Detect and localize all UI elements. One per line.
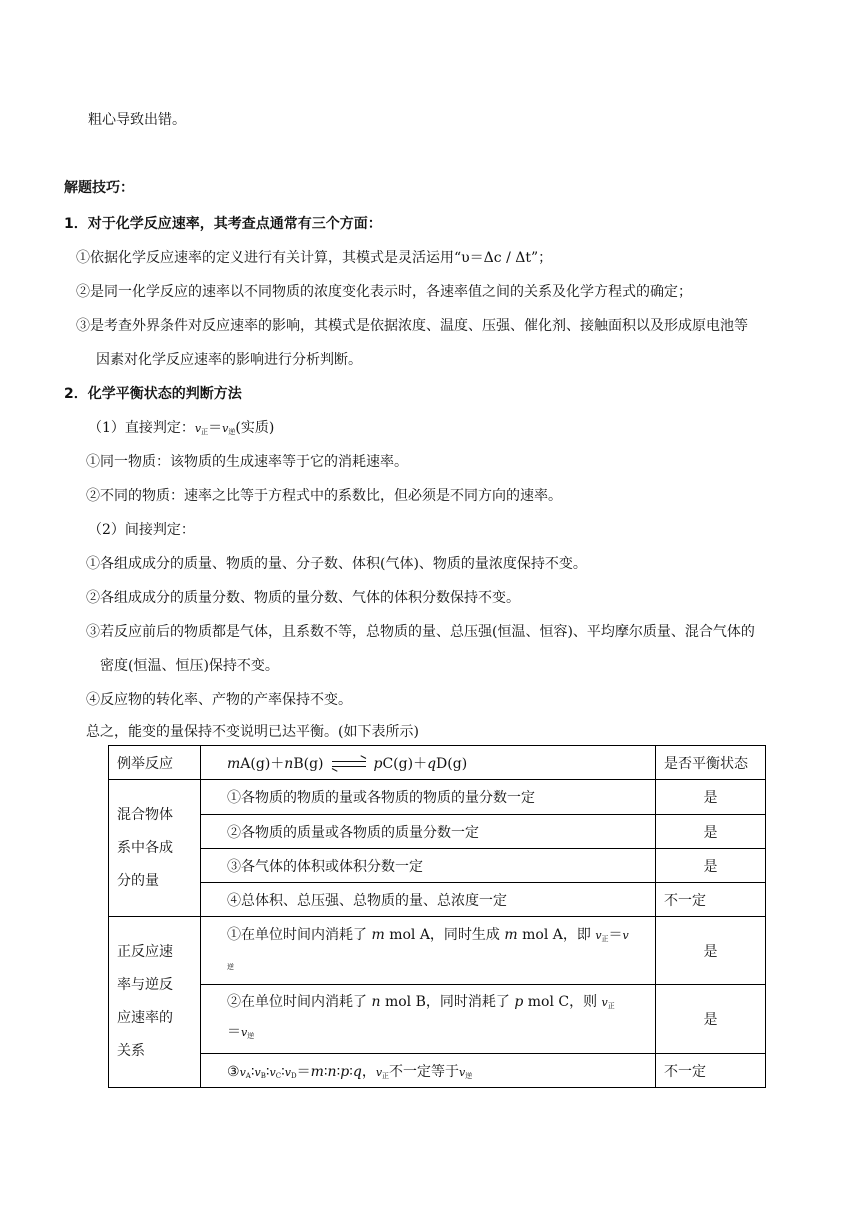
- row-3-condition: ③各气体的体积或体积分数一定: [201, 849, 656, 883]
- row-6-result: 是: [656, 985, 766, 1054]
- s2-title: 2．化学平衡状态的判断方法: [64, 386, 242, 402]
- sub-D: D: [290, 1071, 297, 1080]
- header-status: 是否平衡状态: [656, 746, 766, 780]
- species-A: A(g)＋: [240, 755, 285, 772]
- s2-direct-1: ①同一物质：该物质的生成速率等于它的消耗速率。: [86, 454, 408, 470]
- direct-label: （1）直接判定：: [88, 420, 195, 436]
- colon: ∶: [281, 1063, 285, 1080]
- intro-tail: 粗心导致出错。: [88, 112, 186, 128]
- zheng-sub: 正: [601, 934, 609, 943]
- zheng-sub: 正: [201, 428, 209, 436]
- row-3-result: 是: [656, 849, 766, 883]
- direct-tail: (实质): [235, 420, 275, 436]
- s2-indirect-label: （2）间接判定：: [88, 522, 195, 538]
- s2-indirect-4: ④反应物的转化率、产物的产率保持不变。: [86, 692, 352, 708]
- category-line: 系中各成: [117, 839, 173, 856]
- table-row: [109, 985, 766, 1054]
- v-symbol: v: [622, 928, 629, 942]
- v-symbol: v: [601, 996, 608, 1009]
- s1-item-2: ②是同一化学反应的速率以不同物质的浓度变化表示时，各速率值之间的关系及化学方程式的确定；: [76, 284, 692, 300]
- colon: ∶: [250, 1063, 255, 1080]
- text: 不一定等于: [389, 1063, 460, 1080]
- category-line: 应速率的: [117, 1010, 173, 1026]
- row-4-condition: ④总体积、总压强、总物质的量、总浓度一定: [201, 883, 656, 917]
- colon: ∶: [265, 1063, 270, 1080]
- colon: ∶: [349, 1063, 353, 1080]
- category-line: 分的量: [117, 872, 159, 889]
- circle-3: ③: [227, 1063, 240, 1080]
- table-row: [109, 780, 766, 815]
- category-rate: [109, 917, 201, 1088]
- coef-q: q: [427, 755, 437, 772]
- sub-B: B: [260, 1071, 266, 1080]
- coef-m: m: [227, 755, 241, 772]
- category-line: 率与逆反: [117, 977, 173, 993]
- text: ①在单位时间内消耗了: [227, 926, 367, 943]
- row-5-condition: [201, 917, 656, 985]
- s1-title: 1．对于化学反应速率，其考查点通常有三个方面：: [64, 216, 382, 232]
- comma: ，: [361, 1063, 376, 1080]
- row-5-result: 是: [656, 917, 766, 985]
- s2-indirect-3b: 密度(恒温、恒压)保持不变。: [100, 658, 279, 674]
- coef-n: n: [371, 994, 381, 1010]
- zheng-sub: 正: [382, 1071, 390, 1080]
- colon: ∶: [323, 1063, 328, 1080]
- s2-summary: 总之，能变的量保持不变说明已达平衡。(如下表所示): [86, 724, 419, 740]
- species-D: D(g): [436, 755, 468, 772]
- row-2-result: 是: [656, 815, 766, 849]
- table-row: [109, 815, 766, 849]
- s2-direct-2: ②不同的物质：速率之比等于方程式中的系数比，但必须是不同方向的速率。: [86, 488, 562, 504]
- table-row: [109, 917, 766, 985]
- ni-sub: 逆: [247, 1032, 255, 1040]
- coef-m: m: [310, 1063, 324, 1080]
- ni-sub: 逆: [228, 428, 236, 436]
- v-symbol: v: [254, 1065, 261, 1079]
- text: mol A，即: [522, 926, 591, 943]
- s1-item-1: ①依据化学反应速率的定义进行有关计算，其模式是灵活运用“υ＝Δc / Δt”；: [76, 250, 553, 266]
- table-header-row: [109, 746, 766, 780]
- species-C: C(g)＋: [382, 755, 428, 772]
- coef-p: p: [373, 755, 383, 772]
- row-7-condition: [201, 1054, 656, 1088]
- section-heading: 解题技巧：: [64, 180, 134, 196]
- category-line: 正反应速: [117, 944, 173, 960]
- v-symbol: v: [595, 928, 602, 942]
- sub-A: A: [245, 1071, 251, 1080]
- v-symbol: v: [239, 1065, 246, 1079]
- row-6-condition: [201, 985, 656, 1054]
- coef-p: p: [340, 1063, 350, 1080]
- coef-n: n: [284, 755, 294, 772]
- s2-indirect-2: ②各组成成分的质量分数、物质的量分数、气体的体积分数保持不变。: [86, 590, 520, 606]
- text: mol A，同时生成: [389, 926, 500, 943]
- v-symbol: v: [269, 1065, 276, 1079]
- text: ②在单位时间内消耗了: [227, 994, 367, 1010]
- row-4-result: 不一定: [656, 883, 766, 917]
- table-row: [109, 883, 766, 917]
- v-symbol: v: [459, 1065, 466, 1079]
- s1-item-3a: ③是考查外界条件对反应速率的影响，其模式是依据浓度、温度、压强、催化剂、接触面积以及形成原电池等: [76, 318, 748, 334]
- table-row: [109, 1054, 766, 1088]
- text: mol C，则: [527, 994, 598, 1010]
- row-2-condition: ②各物质的质量或各物质的质量分数一定: [201, 815, 656, 849]
- ni-sub: 逆: [465, 1071, 473, 1080]
- row-7-result: 不一定: [656, 1054, 766, 1088]
- coef-m: m: [371, 926, 385, 943]
- header-equation: [201, 746, 656, 780]
- coef-q: q: [352, 1063, 362, 1080]
- v-symbol: v: [284, 1065, 291, 1079]
- colon: ∶: [336, 1063, 341, 1080]
- s1-item-3b: 因素对化学反应速率的影响进行分析判断。: [96, 352, 362, 368]
- eq-sign: ＝: [208, 420, 223, 436]
- s2-indirect-1: ①各组成成分的质量、物质的量、分子数、体积(气体)、物质的量浓度保持不变。: [86, 556, 587, 572]
- zheng-sub: 正: [607, 1002, 615, 1010]
- row-1-condition: ①各物质的物质的量或各物质的物质的量分数一定: [201, 780, 656, 815]
- eq-sign: ＝: [608, 926, 623, 943]
- coef-p: p: [514, 994, 524, 1010]
- category-line: 混合物体: [117, 806, 173, 823]
- category-line: 关系: [117, 1043, 145, 1059]
- v-symbol: v: [375, 1065, 383, 1079]
- table-row: [109, 849, 766, 883]
- eq-sign: ＝: [296, 1063, 311, 1080]
- s2-indirect-3a: ③若反应前后的物质都是气体，且系数不等，总物质的量、总压强(恒温、恒容)、平均摩尔质量、混合气体的: [86, 624, 755, 640]
- coef-m: m: [504, 926, 518, 943]
- category-mixture: [109, 780, 201, 917]
- eq-sign: ＝: [227, 1024, 241, 1040]
- ni-sub: 逆: [227, 962, 234, 971]
- sub-C: C: [275, 1071, 282, 1080]
- v-symbol: v: [222, 422, 229, 435]
- header-example: 例举反应: [109, 746, 201, 780]
- s2-direct-line: [88, 418, 274, 442]
- v-symbol: v: [194, 422, 202, 435]
- species-B: B(g): [293, 755, 324, 772]
- row-1-result: 是: [656, 780, 766, 815]
- equilibrium-arrow-icon: [332, 759, 366, 769]
- coef-n: n: [327, 1063, 337, 1080]
- v-symbol: v: [241, 1026, 248, 1039]
- text: mol B，同时消耗了: [384, 994, 510, 1010]
- equilibrium-table: [108, 745, 766, 1088]
